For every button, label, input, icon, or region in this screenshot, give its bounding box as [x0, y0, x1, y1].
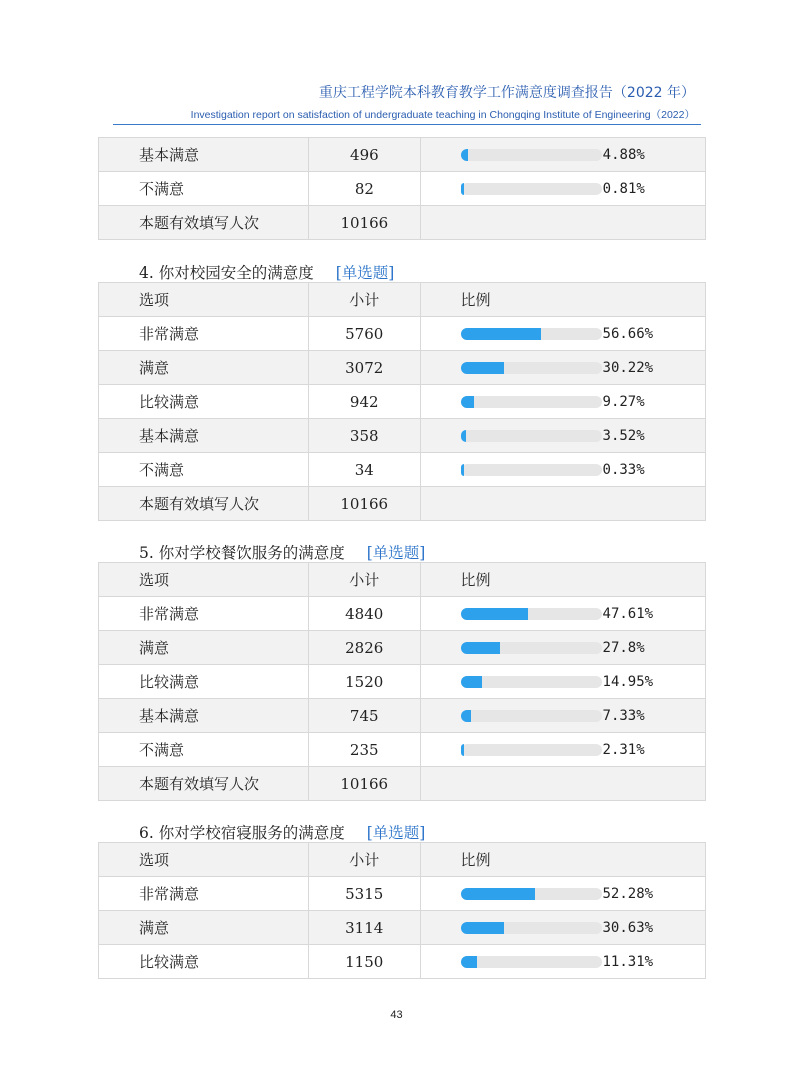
option-ratio: [420, 911, 706, 945]
progress-fill: [461, 328, 541, 340]
table-row: [99, 453, 706, 487]
header-ratio: [420, 283, 705, 317]
table-row: [99, 385, 706, 419]
option-count: 3114: [308, 911, 420, 945]
header-ratio-label: 比例: [460, 291, 491, 309]
option-ratio: [420, 597, 705, 631]
page-number: 43: [390, 1009, 403, 1021]
total-empty: [420, 767, 705, 801]
header-divider: [113, 124, 701, 125]
percent-label: 30.22%: [602, 359, 654, 376]
header-count: 小计: [308, 843, 420, 877]
table-row: [99, 172, 706, 206]
progress-bar: [461, 430, 602, 442]
table-row: [99, 699, 706, 733]
progress-bar: [461, 149, 602, 161]
option-ratio: [420, 699, 705, 733]
option-count: 358: [308, 419, 420, 453]
header-ratio-label: 比例: [460, 851, 491, 869]
option-ratio: [420, 351, 705, 385]
question-type-tag: [单选题]: [366, 824, 426, 842]
option-label: 比较满意: [99, 665, 309, 699]
result-table: [98, 137, 706, 240]
percent-label: 4.88%: [602, 146, 645, 163]
option-ratio: [420, 877, 706, 911]
total-count: 10166: [308, 487, 420, 521]
progress-fill: [461, 922, 504, 934]
table-row: [99, 351, 706, 385]
option-ratio: [420, 138, 705, 172]
result-table: [98, 842, 706, 979]
progress-fill: [461, 888, 535, 900]
total-row: [99, 206, 706, 240]
option-label: 满意: [99, 351, 309, 385]
option-ratio: [420, 453, 705, 487]
total-count: 10166: [309, 206, 421, 240]
option-ratio: [420, 172, 705, 206]
progress-bar: [461, 396, 602, 408]
total-row: [99, 767, 706, 801]
option-count: 235: [308, 733, 420, 767]
progress-fill: [461, 183, 464, 195]
progress-track: [461, 956, 602, 968]
table-row: [99, 317, 706, 351]
progress-fill: [461, 149, 468, 161]
progress-fill: [461, 710, 471, 722]
option-count: 5760: [308, 317, 420, 351]
progress-bar: [461, 183, 602, 195]
total-label: 本题有效填写人次: [99, 767, 309, 801]
total-row: [99, 487, 706, 521]
option-count: 942: [308, 385, 420, 419]
table-row: [99, 138, 706, 172]
header-count: 小计: [308, 283, 420, 317]
option-count: 1520: [308, 665, 420, 699]
progress-fill: [461, 744, 464, 756]
option-ratio: [420, 419, 705, 453]
progress-fill: [461, 608, 528, 620]
progress-track: [461, 183, 602, 195]
table-row: [99, 733, 706, 767]
progress-fill: [461, 642, 500, 654]
question-title: [139, 821, 425, 843]
result-table: [98, 282, 706, 521]
percent-label: 9.27%: [602, 393, 645, 410]
table-row: [99, 597, 706, 631]
progress-bar: [461, 642, 602, 654]
progress-track: [461, 676, 602, 688]
progress-bar: [461, 744, 602, 756]
result-table: [98, 562, 706, 801]
table-row: [99, 665, 706, 699]
report-title: 重庆工程学院本科教育教学工作满意度调查报告（2022 年）: [318, 85, 695, 101]
question-title: [139, 541, 425, 563]
total-label: 本题有效填写人次: [99, 206, 309, 240]
option-ratio: [420, 733, 705, 767]
progress-track: [461, 744, 602, 756]
percent-label: 56.66%: [602, 325, 654, 342]
progress-fill: [461, 464, 464, 476]
progress-track: [461, 710, 602, 722]
option-label: 基本满意: [99, 138, 309, 172]
header-option: 选项: [99, 563, 309, 597]
option-count: 4840: [308, 597, 420, 631]
option-label: 非常满意: [99, 317, 309, 351]
question-type-tag: [单选题]: [366, 544, 426, 562]
header-count: 小计: [308, 563, 420, 597]
table-header-row: [99, 283, 706, 317]
question-text: 5. 你对学校餐饮服务的满意度: [139, 544, 345, 562]
progress-track: [461, 149, 602, 161]
header-option: 选项: [99, 843, 309, 877]
header-ratio: [420, 843, 706, 877]
progress-fill: [461, 676, 482, 688]
percent-label: 2.31%: [602, 741, 645, 758]
question-type-tag: [单选题]: [335, 264, 395, 282]
option-ratio: [420, 631, 705, 665]
option-label: 满意: [99, 911, 309, 945]
option-label: 基本满意: [99, 419, 309, 453]
table-header-row: [99, 563, 706, 597]
option-count: 745: [308, 699, 420, 733]
option-label: 不满意: [99, 733, 309, 767]
option-label: 非常满意: [99, 597, 309, 631]
progress-fill: [461, 362, 504, 374]
table-row: [99, 631, 706, 665]
option-count: 5315: [308, 877, 420, 911]
option-label: 不满意: [99, 172, 309, 206]
percent-label: 7.33%: [602, 707, 645, 724]
option-ratio: [420, 945, 706, 979]
question-title: [139, 261, 394, 283]
progress-bar: [461, 676, 602, 688]
progress-bar: [461, 362, 602, 374]
percent-label: 0.81%: [602, 180, 645, 197]
percent-label: 30.63%: [602, 919, 654, 936]
option-ratio: [420, 385, 705, 419]
progress-fill: [461, 430, 466, 442]
progress-bar: [461, 328, 602, 340]
option-label: 满意: [99, 631, 309, 665]
option-label: 基本满意: [99, 699, 309, 733]
progress-track: [461, 396, 602, 408]
percent-label: 27.8%: [602, 639, 645, 656]
percent-label: 11.31%: [602, 953, 654, 970]
option-label: 非常满意: [99, 877, 309, 911]
progress-bar: [461, 710, 602, 722]
table-row: [99, 911, 706, 945]
total-empty: [420, 206, 705, 240]
percent-label: 47.61%: [602, 605, 654, 622]
percent-label: 52.28%: [602, 885, 654, 902]
option-ratio: [420, 665, 705, 699]
total-label: 本题有效填写人次: [99, 487, 309, 521]
option-count: 3072: [308, 351, 420, 385]
header-ratio-label: 比例: [460, 571, 491, 589]
option-label: 比较满意: [99, 945, 309, 979]
report-subtitle: Investigation report on satisfaction of undergraduate teaching in Chongqing Institute of Engineering（2022）: [190, 109, 695, 121]
table-row: [99, 877, 706, 911]
header-option: 选项: [99, 283, 309, 317]
option-label: 比较满意: [99, 385, 309, 419]
table-row: [99, 945, 706, 979]
progress-bar: [461, 464, 602, 476]
table-row: [99, 419, 706, 453]
progress-bar: [461, 922, 602, 934]
option-ratio: [420, 317, 705, 351]
header-ratio: [420, 563, 705, 597]
option-label: 不满意: [99, 453, 309, 487]
percent-label: 3.52%: [602, 427, 645, 444]
option-count: 1150: [308, 945, 420, 979]
progress-fill: [461, 956, 477, 968]
progress-track: [461, 430, 602, 442]
progress-bar: [461, 888, 602, 900]
percent-label: 0.33%: [602, 461, 645, 478]
option-count: 34: [308, 453, 420, 487]
table-header-row: [99, 843, 706, 877]
option-count: 2826: [308, 631, 420, 665]
question-text: 6. 你对学校宿寝服务的满意度: [139, 824, 345, 842]
total-count: 10166: [308, 767, 420, 801]
progress-fill: [461, 396, 474, 408]
question-text: 4. 你对校园安全的满意度: [139, 264, 314, 282]
progress-track: [461, 464, 602, 476]
total-empty: [420, 487, 705, 521]
percent-label: 14.95%: [602, 673, 654, 690]
option-count: 82: [309, 172, 421, 206]
progress-bar: [461, 608, 602, 620]
option-count: 496: [309, 138, 421, 172]
progress-bar: [461, 956, 602, 968]
